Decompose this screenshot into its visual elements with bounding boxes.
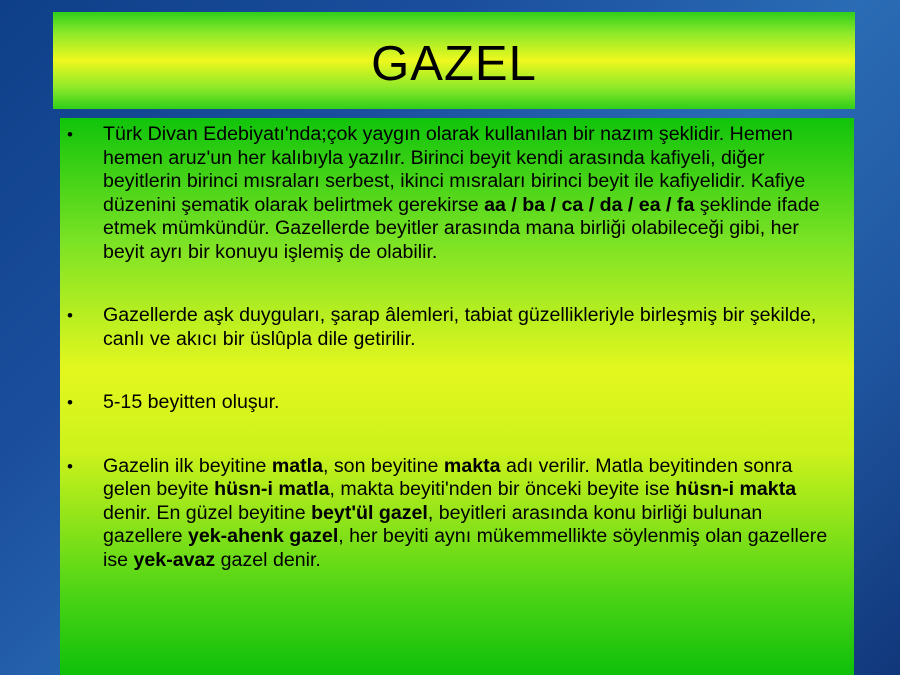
bullet-text: Gazelin ilk beyitine matla, son beyitine makta adı verilir. Matla beyitinden sonra gelen beyite hüsn-i matla, makta beyiti'nden bir önceki beyite ise hüsn-i makta denir. En güzel beyitine beyt'ül gazel, beyitleri arasında konu birliği bulunan gazellere yek-ahenk gazel, her beyiti aynı mükemmellikte söylenmiş olan gazellere ise yek-avaz gazel denir. xyxy=(103,454,828,571)
bullet-dot: • xyxy=(67,393,73,412)
bullet-dot: • xyxy=(67,456,73,476)
bullet-text: 5-15 beyitten oluşur. xyxy=(103,391,280,413)
bullet-dot: • xyxy=(67,125,73,144)
bullet-dot: • xyxy=(67,306,73,325)
content-placeholder xyxy=(60,118,854,675)
bullet-item xyxy=(60,123,854,264)
bullet-item xyxy=(60,391,854,415)
bullet-item xyxy=(60,304,854,351)
bullet-item xyxy=(60,455,854,573)
bullet-list xyxy=(60,123,854,572)
bullet-text: Gazellerde aşk duyguları, şarap âlemleri, tabiat güzellikleriyle birleşmiş bir şekilde, canlı ve akıcı bir üslûpla dile getirilir. xyxy=(103,304,817,350)
title-placeholder xyxy=(53,12,855,109)
slide-title: GAZEL xyxy=(371,36,537,91)
bullet-text: Türk Divan Edebiyatı'nda;çok yaygın olarak kullanılan bir nazım şeklidir. Hemen hemen aruz'un her kalıbıyla yazılır. Birinci beyit kendi arasında kafiyeli, diğer beyitlerin birinci mısraları serbest, ikinci mısraları birinci beyit ile kafiyelidir. Kafiye düzenini şematik olarak belirtmek gerekirse aa / ba / ca / da / ea / fa şeklinde ifade etmek mümkündür. Gazellerde beyitler arasında mana birliği olabileceği gibi, her beyit ayrı bir konuyu işlemiş de olabilir. xyxy=(103,123,820,263)
